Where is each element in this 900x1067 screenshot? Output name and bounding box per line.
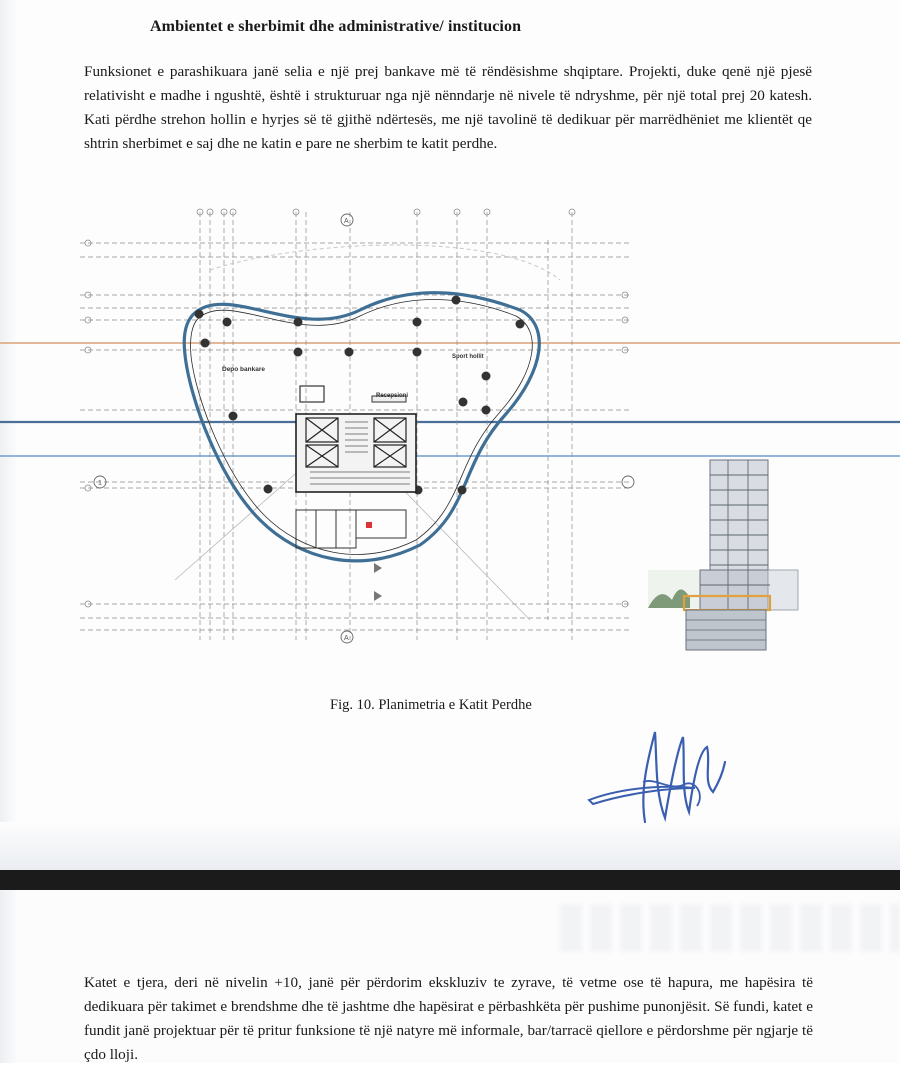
reception-desk — [300, 386, 324, 402]
grid-bubbles-top — [197, 209, 575, 215]
site-contour — [210, 245, 560, 280]
fire-marker — [366, 522, 372, 528]
building-core — [296, 414, 416, 492]
signature-icon — [585, 722, 735, 834]
grid-label-a: A — [344, 218, 349, 225]
grid-label-a-bottom: A — [344, 635, 349, 642]
document-page-2 — [0, 890, 900, 1063]
grid-label-1: 1 — [98, 480, 102, 487]
figure-caption: Fig. 10. Planimetria e Katit Perdhe — [330, 697, 532, 713]
intro-paragraph: Funksionet e parashikuara janë selia e një prej bankave më të rëndësishme shqiptare. Projekti, duke qenë një pjesë relativisht e madhe i ngushtë, është i strukturuar nga një nënndarje në nivele të ndryshme, për një total prej 20 katesh. Kati përdhe strehon hollin e hyrjes së të gjithë ndërtesës, me një tavolinë të dedikuar për marrëdhëniet me klientët qe shtrin sherbimet e saj dhe ne katin e pare ne sherbim te katit perdhe. — [84, 63, 812, 152]
tower-elevation-thumbnail — [648, 460, 798, 650]
floor-plan-drawing — [0, 200, 900, 660]
floor-plan-figure — [0, 200, 900, 660]
service-rooms — [296, 510, 406, 548]
entrance-arrows — [374, 563, 382, 601]
room-label-hall: Sport hollit — [452, 354, 484, 360]
bleed-through-text — [560, 904, 900, 952]
continuation-paragraph: Katet e tjera, deri në nivelin +10, janë për përdorim ekskluziv te zyrave, të vetme ose të hapura, me hapësira të dedikuara për takimet e brendshme dhe të jashtme dhe hapësirat e përbashkëta për pushime punonjësit. Së fundi, katet e fundit janë projektuar për të pritur funksione të një natyre më informale, bar/tarracë qiellore e përdorshme për ngjarje të çdo lloji. — [84, 974, 813, 1063]
room-label-reception: Recepsioni — [376, 393, 409, 399]
page-separator — [0, 870, 900, 890]
room-label-bank-depot: Depo bankare — [222, 366, 265, 373]
section-heading: Ambientet e sherbimit dhe administrative/ institucion — [150, 18, 522, 35]
scan-shadow — [0, 822, 900, 870]
